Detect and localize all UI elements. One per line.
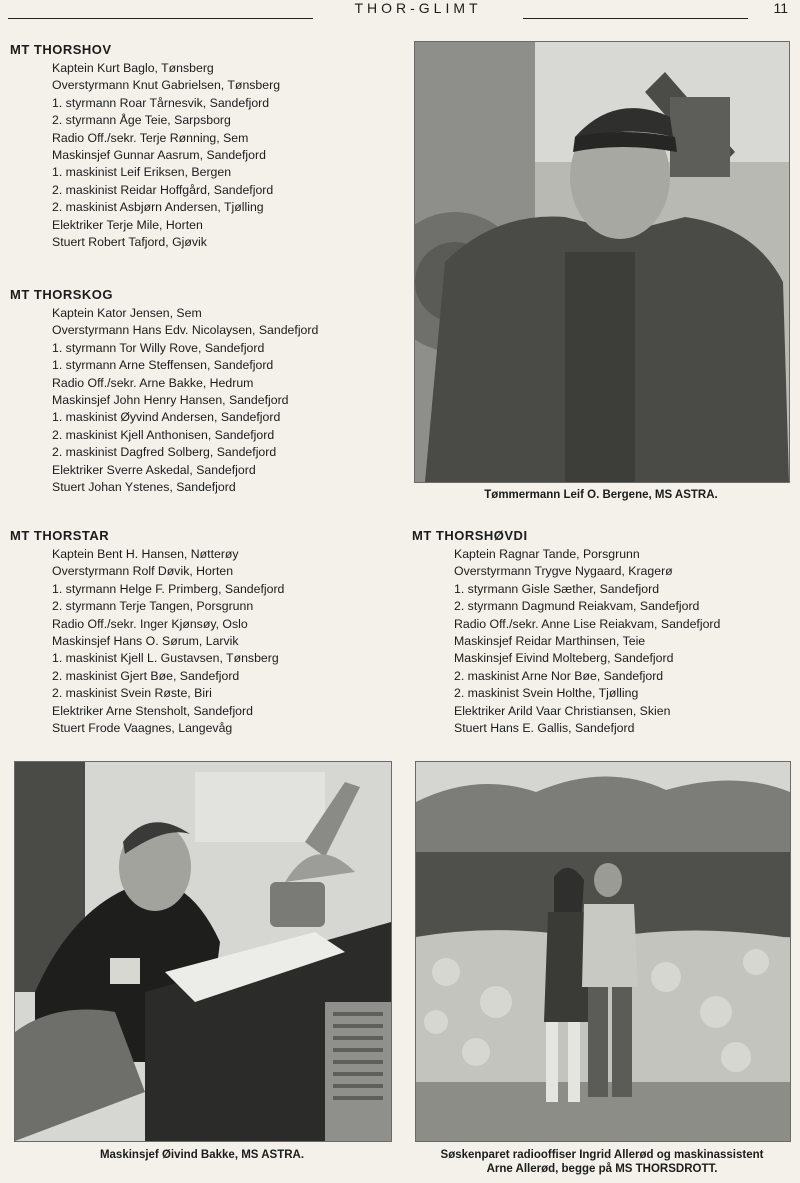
crew-list xyxy=(412,546,720,737)
crew-member: Maskinsjef John Henry Hansen, Sandefjord xyxy=(52,393,289,408)
ship-name: MT THORSHOV xyxy=(10,42,112,57)
crew-member: Kaptein Kurt Baglo, Tønsberg xyxy=(52,61,214,75)
ship-section-thorskog xyxy=(10,287,318,496)
crew-member: Radio Off./sekr. Arne Bakke, Hedrum xyxy=(52,375,254,390)
crew-member: Elektriker Sverre Askedal, Sandefjord xyxy=(52,462,256,477)
crew-member: Maskinsjef Eivind Molteberg, Sandefjord xyxy=(454,651,674,666)
ship-name: MT THORSHØVDI xyxy=(412,528,528,543)
page-number: 11 xyxy=(773,0,788,16)
caption-siblings-line1: Søskenparet radiooffiser Ingrid Allerød og maskinassistent xyxy=(440,1149,764,1161)
crew-list xyxy=(10,305,318,496)
crew-member: Stuert Frode Vaagnes, Langevåg xyxy=(52,721,233,736)
ship-name: MT THORSKOG xyxy=(10,287,113,302)
header-rule-right xyxy=(523,18,748,19)
photo-chief-engineer-image xyxy=(15,762,391,1141)
crew-member: Kaptein Bent H. Hansen, Nøtterøy xyxy=(52,547,239,561)
crew-member: 1. styrmann Helge F. Primberg, Sandefjord xyxy=(52,581,285,596)
crew-member: 2. maskinist Asbjørn Andersen, Tjølling xyxy=(52,200,264,215)
caption-siblings-line2: Arne Allerød, begge på MS THORSDROTT. xyxy=(486,1163,718,1175)
crew-member: Elektriker Arild Vaar Christiansen, Skien xyxy=(454,703,671,718)
crew-member: 1. styrmann Tor Willy Rove, Sandefjord xyxy=(52,340,265,355)
ship-section-thorstar xyxy=(10,528,284,737)
crew-member: 1. styrmann Arne Steffensen, Sandefjord xyxy=(52,358,274,373)
crew-member: 1. maskinist Leif Eriksen, Bergen xyxy=(52,165,232,180)
crew-member: 1. maskinist Kjell L. Gustavsen, Tønsberg xyxy=(52,651,279,666)
crew-member: Overstyrmann Knut Gabrielsen, Tønsberg xyxy=(52,78,281,93)
crew-member: 1. maskinist Øyvind Andersen, Sandefjord xyxy=(52,410,281,425)
crew-member: Stuert Johan Ystenes, Sandefjord xyxy=(52,480,236,495)
crew-member: Kaptein Kator Jensen, Sem xyxy=(52,306,202,320)
crew-member: Overstyrmann Rolf Døvik, Horten xyxy=(52,564,234,579)
crew-member: 2. maskinist Arne Nor Bøe, Sandefjord xyxy=(454,668,664,683)
crew-member: 2. maskinist Svein Røste, Biri xyxy=(52,686,212,701)
crew-member: Stuert Hans E. Gallis, Sandefjord xyxy=(454,721,635,736)
crew-member: 2. maskinist Svein Holthe, Tjølling xyxy=(454,686,639,701)
crew-member: 1. styrmann Gisle Sæther, Sandefjord xyxy=(454,581,660,596)
ship-name: MT THORSTAR xyxy=(10,528,110,543)
crew-member: Radio Off./sekr. Inger Kjønsøy, Oslo xyxy=(52,616,248,631)
ship-section-thorshov xyxy=(10,42,280,251)
photo-carpenter xyxy=(414,41,790,483)
crew-member: 2. styrmann Åge Teie, Sarpsborg xyxy=(52,113,231,128)
photo-siblings-image xyxy=(416,762,790,1141)
crew-member: 2. maskinist Reidar Hoffgård, Sandefjord xyxy=(52,182,274,197)
photo-carpenter-image xyxy=(415,42,789,482)
caption-siblings xyxy=(405,1148,799,1176)
photo-chief-engineer xyxy=(14,761,392,1142)
crew-member: Overstyrmann Trygve Nygaard, Kragerø xyxy=(454,564,673,579)
header-rule-left xyxy=(8,18,313,19)
crew-member: Stuert Robert Tafjord, Gjøvik xyxy=(52,235,207,250)
crew-member: Maskinsjef Gunnar Aasrum, Sandefjord xyxy=(52,148,266,163)
ship-section-thorshovdi xyxy=(412,528,720,737)
crew-member: Radio Off./sekr. Anne Lise Reiakvam, Sandefjord xyxy=(454,616,721,631)
crew-member: Maskinsjef Hans O. Sørum, Larvik xyxy=(52,634,239,649)
crew-member: Radio Off./sekr. Terje Rønning, Sem xyxy=(52,130,249,145)
caption-chief-engineer: Maskinsjef Øivind Bakke, MS ASTRA. xyxy=(99,1149,305,1161)
crew-member: 2. styrmann Terje Tangen, Porsgrunn xyxy=(52,599,254,614)
publication-title: THOR-GLIMT xyxy=(354,0,482,16)
page-header xyxy=(0,0,800,24)
photo-siblings xyxy=(415,761,791,1142)
crew-member: Maskinsjef Reidar Marthinsen, Teie xyxy=(454,634,646,649)
crew-member: 2. maskinist Dagfred Solberg, Sandefjord xyxy=(52,445,277,460)
crew-member: Elektriker Terje Mile, Horten xyxy=(52,217,203,232)
crew-member: Overstyrmann Hans Edv. Nicolaysen, Sandefjord xyxy=(52,323,319,338)
crew-member: Elektriker Arne Stensholt, Sandefjord xyxy=(52,703,253,718)
crew-member: 2. maskinist Kjell Anthonisen, Sandefjord xyxy=(52,427,275,442)
caption-carpenter: Tømmermann Leif O. Bergene, MS ASTRA. xyxy=(484,489,718,501)
crew-member: Kaptein Ragnar Tande, Porsgrunn xyxy=(454,547,640,561)
crew-member: 1. styrmann Roar Tårnesvik, Sandefjord xyxy=(52,95,270,110)
crew-member: 2. styrmann Dagmund Reiakvam, Sandefjord xyxy=(454,599,700,614)
crew-list xyxy=(10,60,280,251)
crew-list xyxy=(10,546,284,737)
crew-member: 2. maskinist Gjert Bøe, Sandefjord xyxy=(52,668,240,683)
